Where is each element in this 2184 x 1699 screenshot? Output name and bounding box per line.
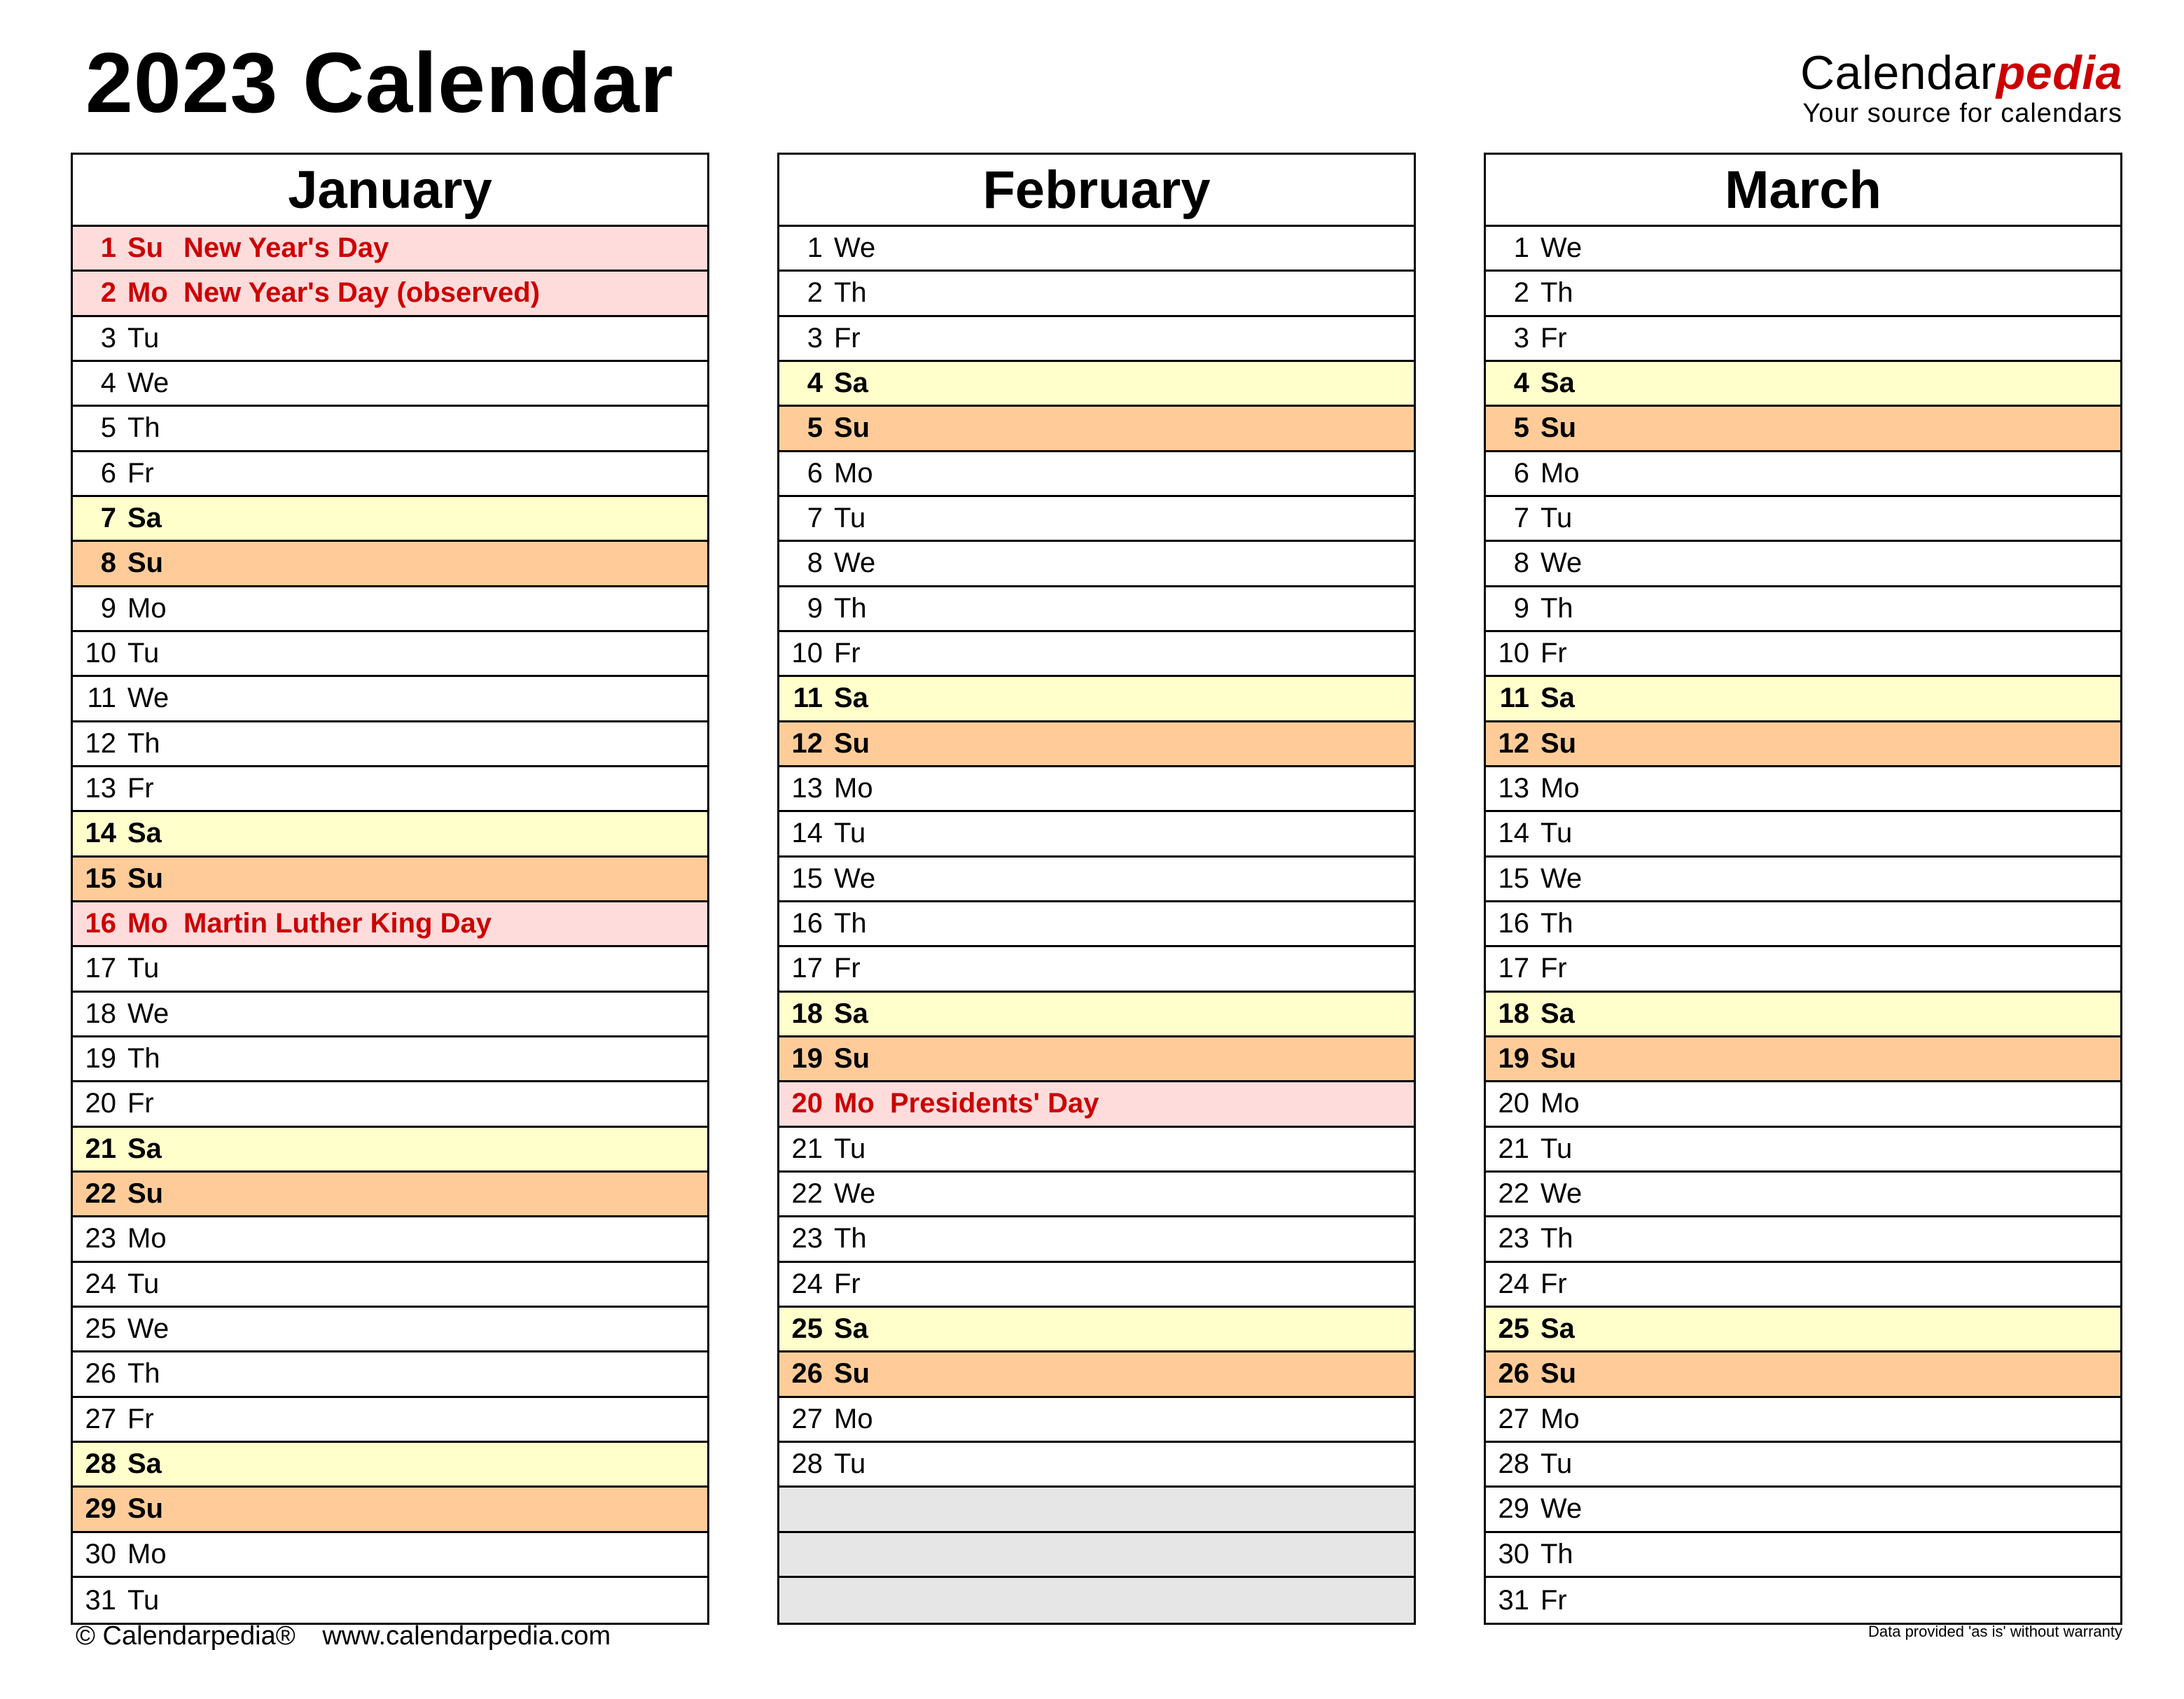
day-row (779, 452, 1414, 497)
day-of-week: Th (127, 727, 160, 759)
day-row (779, 1352, 1414, 1397)
empty-day-row (779, 1578, 1414, 1623)
day-of-week: Th (1540, 908, 1573, 939)
day-row (1486, 272, 2120, 316)
day-of-week: Sa (834, 683, 868, 714)
day-row (779, 902, 1414, 947)
day-number: 25 (85, 1313, 116, 1345)
day-row (1486, 1352, 2120, 1397)
day-row (1486, 858, 2120, 902)
day-row (779, 362, 1414, 407)
day-number: 11 (1499, 683, 1529, 714)
day-row (1486, 227, 2120, 272)
day-of-week: Sa (1540, 1313, 1575, 1345)
day-row (1486, 452, 2120, 497)
day-number: 26 (85, 1358, 116, 1390)
day-row (1486, 1578, 2120, 1623)
day-of-week: Sa (1540, 998, 1575, 1029)
day-number: 13 (85, 773, 116, 804)
day-of-week: Th (1540, 277, 1573, 309)
calendarpedia-logo (1800, 46, 2122, 127)
day-number: 27 (85, 1403, 116, 1434)
day-of-week: Sa (127, 818, 162, 849)
day-number: 16 (791, 908, 823, 939)
day-of-week: Fr (1540, 638, 1567, 669)
day-number: 20 (85, 1088, 116, 1119)
day-of-week: Th (1540, 1538, 1573, 1569)
day-number: 5 (1513, 412, 1529, 444)
day-of-week: Mo (127, 1538, 167, 1569)
day-row (73, 993, 707, 1037)
day-row (73, 227, 707, 272)
day-number: 24 (85, 1268, 116, 1299)
day-row (73, 722, 707, 767)
day-row (779, 1128, 1414, 1173)
day-number: 14 (85, 818, 116, 849)
day-of-week: Fr (127, 1403, 154, 1434)
day-number: 29 (85, 1493, 116, 1525)
day-number: 15 (791, 862, 823, 894)
holiday-name: New Year's Day (183, 232, 389, 264)
logo-wordmark (1800, 46, 2122, 99)
day-of-week: Tu (127, 638, 160, 669)
day-of-week: Fr (834, 322, 861, 354)
day-of-week: Su (834, 1358, 870, 1390)
day-number: 25 (791, 1313, 823, 1345)
day-number: 23 (1498, 1223, 1529, 1254)
day-of-week: Su (1540, 1358, 1577, 1390)
day-of-week: Th (834, 592, 867, 624)
day-number: 9 (807, 592, 823, 624)
day-number: 6 (1513, 457, 1529, 489)
day-number: 22 (791, 1178, 823, 1210)
day-row (1486, 1308, 2120, 1352)
logo-main-text: Calendar (1800, 46, 1996, 99)
day-number: 22 (85, 1178, 116, 1210)
day-of-week: Sa (127, 503, 162, 534)
day-number: 16 (85, 908, 116, 939)
day-row (73, 858, 707, 902)
day-of-week: Fr (834, 953, 861, 984)
day-row (73, 497, 707, 542)
day-of-week: Tu (834, 818, 866, 849)
day-of-week: Sa (127, 1133, 162, 1164)
day-number: 11 (87, 683, 116, 714)
day-of-week: Tu (1540, 1448, 1573, 1480)
day-of-week: Tu (834, 1133, 866, 1164)
day-of-week: Su (834, 1043, 870, 1075)
day-of-week: Th (834, 1223, 867, 1254)
day-number: 9 (1513, 592, 1529, 624)
day-row (1486, 1263, 2120, 1308)
day-row (73, 767, 707, 812)
day-row (73, 1173, 707, 1217)
day-row (779, 227, 1414, 272)
holiday-name: New Year's Day (observed) (183, 277, 541, 309)
day-number: 13 (1498, 773, 1529, 804)
day-of-week: Tu (127, 322, 160, 354)
day-of-week: Fr (127, 457, 154, 489)
day-of-week: Mo (1540, 773, 1580, 804)
day-of-week: Su (1540, 412, 1577, 444)
day-number: 31 (85, 1584, 116, 1616)
day-number: 28 (85, 1448, 116, 1480)
day-of-week: Su (834, 727, 870, 759)
month-header: January (73, 155, 707, 227)
day-of-week: Tu (834, 503, 866, 534)
day-of-week: Fr (1540, 322, 1567, 354)
day-of-week: Fr (127, 1088, 154, 1119)
day-of-week: Mo (834, 457, 873, 489)
day-row (779, 587, 1414, 632)
day-of-week: We (834, 547, 876, 579)
day-row (779, 947, 1414, 992)
day-list (73, 227, 707, 1623)
website-link[interactable]: www.calendarpedia.com (322, 1621, 611, 1651)
day-number: 6 (100, 457, 116, 489)
day-row (1486, 1082, 2120, 1127)
day-row (779, 858, 1414, 902)
day-row (1486, 812, 2120, 857)
day-of-week: We (1540, 547, 1583, 579)
day-number: 13 (791, 773, 823, 804)
day-of-week: Su (1540, 1043, 1577, 1075)
day-of-week: Mo (834, 773, 873, 804)
day-number: 30 (85, 1538, 116, 1569)
day-of-week: Su (127, 862, 164, 894)
day-row (1486, 767, 2120, 812)
day-number: 4 (807, 368, 823, 399)
day-number: 21 (85, 1133, 116, 1164)
day-of-week: Mo (127, 592, 167, 624)
day-row (73, 1533, 707, 1578)
day-of-week: Th (1540, 592, 1573, 624)
day-number: 23 (85, 1223, 116, 1254)
day-of-week: Sa (834, 998, 868, 1029)
day-row (1486, 1037, 2120, 1082)
day-of-week: Th (1540, 1223, 1573, 1254)
day-number: 26 (1498, 1358, 1529, 1390)
day-of-week: Th (834, 908, 867, 939)
day-number: 1 (1513, 232, 1529, 264)
month-january (71, 153, 709, 1625)
day-number: 22 (1498, 1178, 1529, 1210)
day-number: 27 (791, 1403, 823, 1434)
day-row (779, 272, 1414, 316)
empty-day-row (779, 1533, 1414, 1578)
page-title: 2023 Calendar (85, 35, 674, 130)
day-of-week: Tu (1540, 818, 1573, 849)
day-row (1486, 1217, 2120, 1262)
day-number: 20 (791, 1088, 823, 1119)
day-number: 21 (791, 1133, 823, 1164)
day-row (1486, 1443, 2120, 1488)
day-row (779, 317, 1414, 362)
day-number: 10 (85, 638, 116, 669)
day-row (1486, 1488, 2120, 1532)
day-number: 15 (85, 862, 116, 894)
day-row (73, 1128, 707, 1173)
month-header: March (1486, 155, 2120, 227)
day-number: 27 (1498, 1403, 1529, 1434)
day-number: 3 (100, 322, 116, 354)
day-row (73, 1398, 707, 1443)
day-number: 20 (1498, 1088, 1529, 1119)
day-row (73, 677, 707, 722)
day-of-week: Su (127, 1178, 164, 1210)
day-of-week: We (127, 1313, 169, 1345)
day-row (1486, 497, 2120, 542)
day-row (1486, 632, 2120, 677)
day-row (779, 812, 1414, 857)
day-row (1486, 677, 2120, 722)
day-of-week: Fr (834, 1268, 861, 1299)
day-row (1486, 993, 2120, 1037)
day-number: 6 (807, 457, 823, 489)
day-row (73, 587, 707, 632)
day-number: 31 (1498, 1584, 1529, 1616)
day-of-week: Su (1540, 727, 1577, 759)
day-number: 29 (1498, 1493, 1529, 1525)
day-number: 28 (791, 1448, 823, 1480)
day-number: 12 (791, 727, 823, 759)
footer-credits (76, 1621, 630, 1651)
day-row (779, 1217, 1414, 1262)
day-row (73, 542, 707, 587)
day-of-week: Sa (1540, 683, 1575, 714)
disclaimer-text: Data provided 'as is' without warranty (1867, 1623, 2122, 1640)
day-row (73, 1488, 707, 1532)
day-row (1486, 587, 2120, 632)
day-number: 7 (807, 503, 823, 534)
day-of-week: Mo (127, 277, 168, 309)
day-of-week: Mo (127, 908, 168, 939)
day-of-week: We (1540, 1493, 1583, 1525)
day-number: 17 (791, 953, 823, 984)
day-number: 16 (1498, 908, 1529, 939)
day-number: 18 (85, 998, 116, 1029)
day-number: 19 (85, 1043, 116, 1075)
day-of-week: Tu (127, 953, 160, 984)
day-row (73, 317, 707, 362)
day-number: 12 (1498, 727, 1529, 759)
day-number: 18 (791, 998, 823, 1029)
day-number: 2 (807, 277, 823, 309)
logo-accent-text: pedia (1996, 46, 2122, 99)
day-number: 15 (1498, 862, 1529, 894)
day-number: 4 (100, 368, 116, 399)
day-number: 8 (100, 547, 116, 579)
day-list (1486, 227, 2120, 1623)
day-of-week: We (127, 683, 169, 714)
day-row (73, 362, 707, 407)
day-row (779, 632, 1414, 677)
day-of-week: Sa (127, 1448, 162, 1480)
day-of-week: Mo (834, 1403, 873, 1434)
day-row (779, 1037, 1414, 1082)
day-of-week: We (834, 232, 876, 264)
day-number: 2 (1513, 277, 1529, 309)
day-row (779, 1173, 1414, 1217)
month-header: February (779, 155, 1414, 227)
day-of-week: Tu (834, 1448, 866, 1480)
day-number: 12 (85, 727, 116, 759)
day-number: 3 (807, 322, 823, 354)
day-row (73, 452, 707, 497)
day-number: 28 (1498, 1448, 1529, 1480)
day-number: 5 (807, 412, 823, 444)
day-row (73, 902, 707, 947)
day-row (779, 1443, 1414, 1488)
day-row (73, 947, 707, 992)
day-of-week: We (834, 862, 876, 894)
day-number: 19 (791, 1043, 823, 1075)
day-row (73, 1263, 707, 1308)
day-of-week: Sa (834, 1313, 868, 1345)
day-of-week: Tu (127, 1268, 160, 1299)
day-number: 10 (791, 638, 823, 669)
empty-day-row (779, 1488, 1414, 1532)
day-row (73, 1352, 707, 1397)
day-row (779, 1082, 1414, 1127)
day-number: 1 (807, 232, 823, 264)
day-row (73, 1082, 707, 1127)
day-row (779, 767, 1414, 812)
day-number: 4 (1513, 368, 1529, 399)
day-row (779, 677, 1414, 722)
day-row (1486, 1398, 2120, 1443)
day-number: 7 (100, 503, 116, 534)
day-row (779, 542, 1414, 587)
day-row (1486, 1533, 2120, 1578)
day-of-week: Su (127, 547, 164, 579)
day-list (779, 227, 1414, 1623)
day-of-week: Th (127, 1358, 160, 1390)
day-row (1486, 722, 2120, 767)
day-of-week: Mo (834, 1088, 875, 1119)
day-row (73, 407, 707, 452)
day-number: 10 (1498, 638, 1529, 669)
day-number: 14 (791, 818, 823, 849)
day-row (1486, 362, 2120, 407)
day-row (779, 407, 1414, 452)
day-of-week: Fr (1540, 1268, 1567, 1299)
day-of-week: We (1540, 1178, 1583, 1210)
day-row (1486, 947, 2120, 992)
day-number: 23 (791, 1223, 823, 1254)
day-row (73, 632, 707, 677)
day-number: 26 (791, 1358, 823, 1390)
day-of-week: We (1540, 232, 1583, 264)
day-number: 2 (100, 277, 116, 309)
day-of-week: Sa (834, 368, 868, 399)
day-row (1486, 407, 2120, 452)
day-number: 17 (85, 953, 116, 984)
day-of-week: We (1540, 862, 1583, 894)
day-row (1486, 902, 2120, 947)
holiday-name: Martin Luther King Day (183, 908, 492, 939)
day-of-week: Fr (1540, 1584, 1567, 1616)
holiday-name: Presidents' Day (890, 1088, 1099, 1119)
month-february (777, 153, 1416, 1625)
day-of-week: Fr (834, 638, 861, 669)
day-number: 9 (100, 592, 116, 624)
day-number: 1 (100, 232, 116, 264)
day-row (779, 1398, 1414, 1443)
day-number: 7 (1513, 503, 1529, 534)
day-of-week: We (127, 368, 169, 399)
logo-tagline: Your source for calendars (1802, 99, 2122, 128)
day-number: 3 (1513, 322, 1529, 354)
day-row (1486, 542, 2120, 587)
day-number: 17 (1498, 953, 1529, 984)
day-of-week: We (834, 1178, 876, 1210)
day-number: 30 (1498, 1538, 1529, 1569)
copyright-text: © Calendarpedia® (76, 1621, 295, 1651)
month-march (1484, 153, 2122, 1625)
day-row (779, 993, 1414, 1037)
day-of-week: Th (834, 277, 867, 309)
day-number: 11 (793, 683, 823, 714)
day-of-week: Su (834, 412, 870, 444)
day-row (73, 1578, 707, 1623)
day-row (73, 272, 707, 316)
day-number: 25 (1498, 1313, 1529, 1345)
day-of-week: Th (127, 1043, 160, 1075)
day-row (73, 812, 707, 857)
day-number: 24 (791, 1268, 823, 1299)
day-number: 18 (1498, 998, 1529, 1029)
day-row (1486, 1128, 2120, 1173)
day-of-week: Th (127, 412, 160, 444)
day-number: 21 (1498, 1133, 1529, 1164)
day-of-week: Tu (127, 1584, 160, 1616)
day-row (779, 1263, 1414, 1308)
day-row (1486, 317, 2120, 362)
day-of-week: Fr (1540, 953, 1567, 984)
day-of-week: Mo (1540, 1403, 1580, 1434)
day-of-week: We (127, 998, 169, 1029)
day-of-week: Tu (1540, 1133, 1573, 1164)
day-of-week: Mo (127, 1223, 167, 1254)
day-of-week: Mo (1540, 457, 1580, 489)
day-row (73, 1037, 707, 1082)
day-row (73, 1308, 707, 1352)
day-of-week: Su (127, 232, 164, 264)
day-row (73, 1217, 707, 1262)
day-row (1486, 1173, 2120, 1217)
day-of-week: Su (127, 1493, 164, 1525)
day-of-week: Fr (127, 773, 154, 804)
day-row (779, 722, 1414, 767)
day-row (779, 497, 1414, 542)
day-number: 8 (807, 547, 823, 579)
day-number: 14 (1498, 818, 1529, 849)
day-row (779, 1308, 1414, 1352)
day-of-week: Tu (1540, 503, 1573, 534)
day-row (73, 1443, 707, 1488)
day-number: 5 (100, 412, 116, 444)
day-of-week: Mo (1540, 1088, 1580, 1119)
day-number: 24 (1498, 1268, 1529, 1299)
day-of-week: Sa (1540, 368, 1575, 399)
day-number: 8 (1513, 547, 1529, 579)
day-number: 19 (1498, 1043, 1529, 1075)
